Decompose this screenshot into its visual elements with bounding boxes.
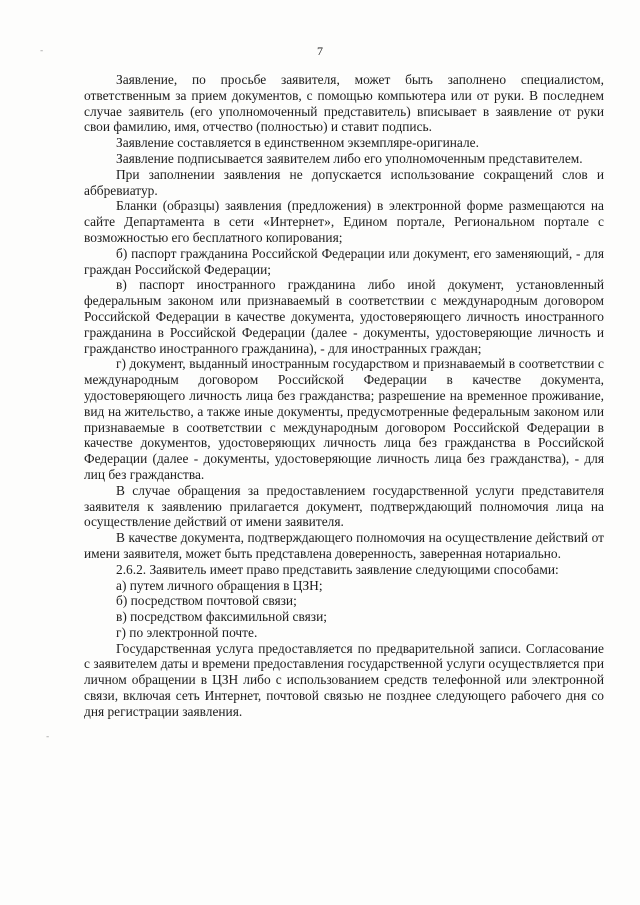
paragraph: При заполнении заявления не допускается использование сокращений слов и аббревиатур.: [84, 166, 604, 198]
paragraph: Заявление, по просьбе заявителя, может быть заполнено специалистом, ответственным за прием документов, с помощью компьютера или от руки. В последнем случае заявитель (его уполномоченный представитель) вписывает в заявление от руки свои фамилию, имя, отчество (полностью) и ставит подпись.: [84, 72, 604, 135]
body-text: [84, 72, 604, 720]
paragraph: В качестве документа, подтверждающего полномочия на осуществление действий от имени заявителя, может быть представлена доверенность, заверенная нотариально.: [84, 530, 604, 561]
paragraph: г) документ, выданный иностранным государством и признаваемый в соответствии с международным договором Российской Федерации в качестве документа, удостоверяющего личность лица без гражданства; разрешение на временное проживание, вид на жительство, а также иные документы, предусмотренные федеральным законом или признаваемые в соответствии с международным договором Российской Федерации в качестве документов, удостоверяющих личность лица без гражданства в Российской Федерации (далее - документы, удостоверяющие личность лица без гражданства), - для лиц без гражданства.: [84, 356, 604, 482]
page-number: 7: [317, 44, 323, 58]
paragraph: 2.6.2. Заявитель имеет право представить заявление следующими способами:: [116, 561, 559, 577]
paragraph: Бланки (образцы) заявления (предложения) в электронной форме размещаются на сайте Департамента в сети «Интернет», Едином портале, Региональном портале с возможностью его бесплатного копирования;: [84, 198, 604, 245]
paragraph: б) паспорт гражданина Российской Федерации или документ, его заменяющий, - для граждан Российской Федерации;: [84, 245, 604, 277]
paragraph: В случае обращения за предоставлением государственной услуги представителя заявителя к заявлению прилагается документ, подтверждающий полномочия лица на осуществление действий от имени заявителя.: [84, 482, 604, 530]
list-item: г) по электронной почте.: [116, 624, 258, 640]
paragraph: Заявление составляется в единственном экземпляре-оригинале.: [116, 135, 479, 151]
list-item: б) посредством почтовой связи;: [116, 593, 297, 609]
list-item: а) путем личного обращения в ЦЗН;: [116, 577, 323, 593]
list-item: в) посредством факсимильной связи;: [116, 609, 327, 625]
paragraph: Заявление подписывается заявителем либо его уполномоченным представителем.: [116, 150, 583, 166]
paragraph: в) паспорт иностранного гражданина либо иной документ, установленный федеральным законом или признаваемый в соответствии с международным договором Российской Федерации в качестве документа, удостоверяющего личность иностранного гражданина в Российской Федерации (далее - документы, удостоверяющие личность и гражданство иностранного гражданина), - для иностранных граждан;: [84, 277, 604, 356]
margin-mark: -: [46, 732, 50, 742]
paragraph: Государственная услуга предоставляется по предварительной записи. Согласование с заявителем даты и времени предоставления государственной услуги осуществляется при личном обращении в ЦЗН либо с использованием средств телефонной или электронной связи, включая сеть Интернет, почтовой связью не позднее следующего рабочего дня со дня регистрации заявления.: [84, 640, 604, 719]
margin-mark: -: [40, 46, 44, 56]
